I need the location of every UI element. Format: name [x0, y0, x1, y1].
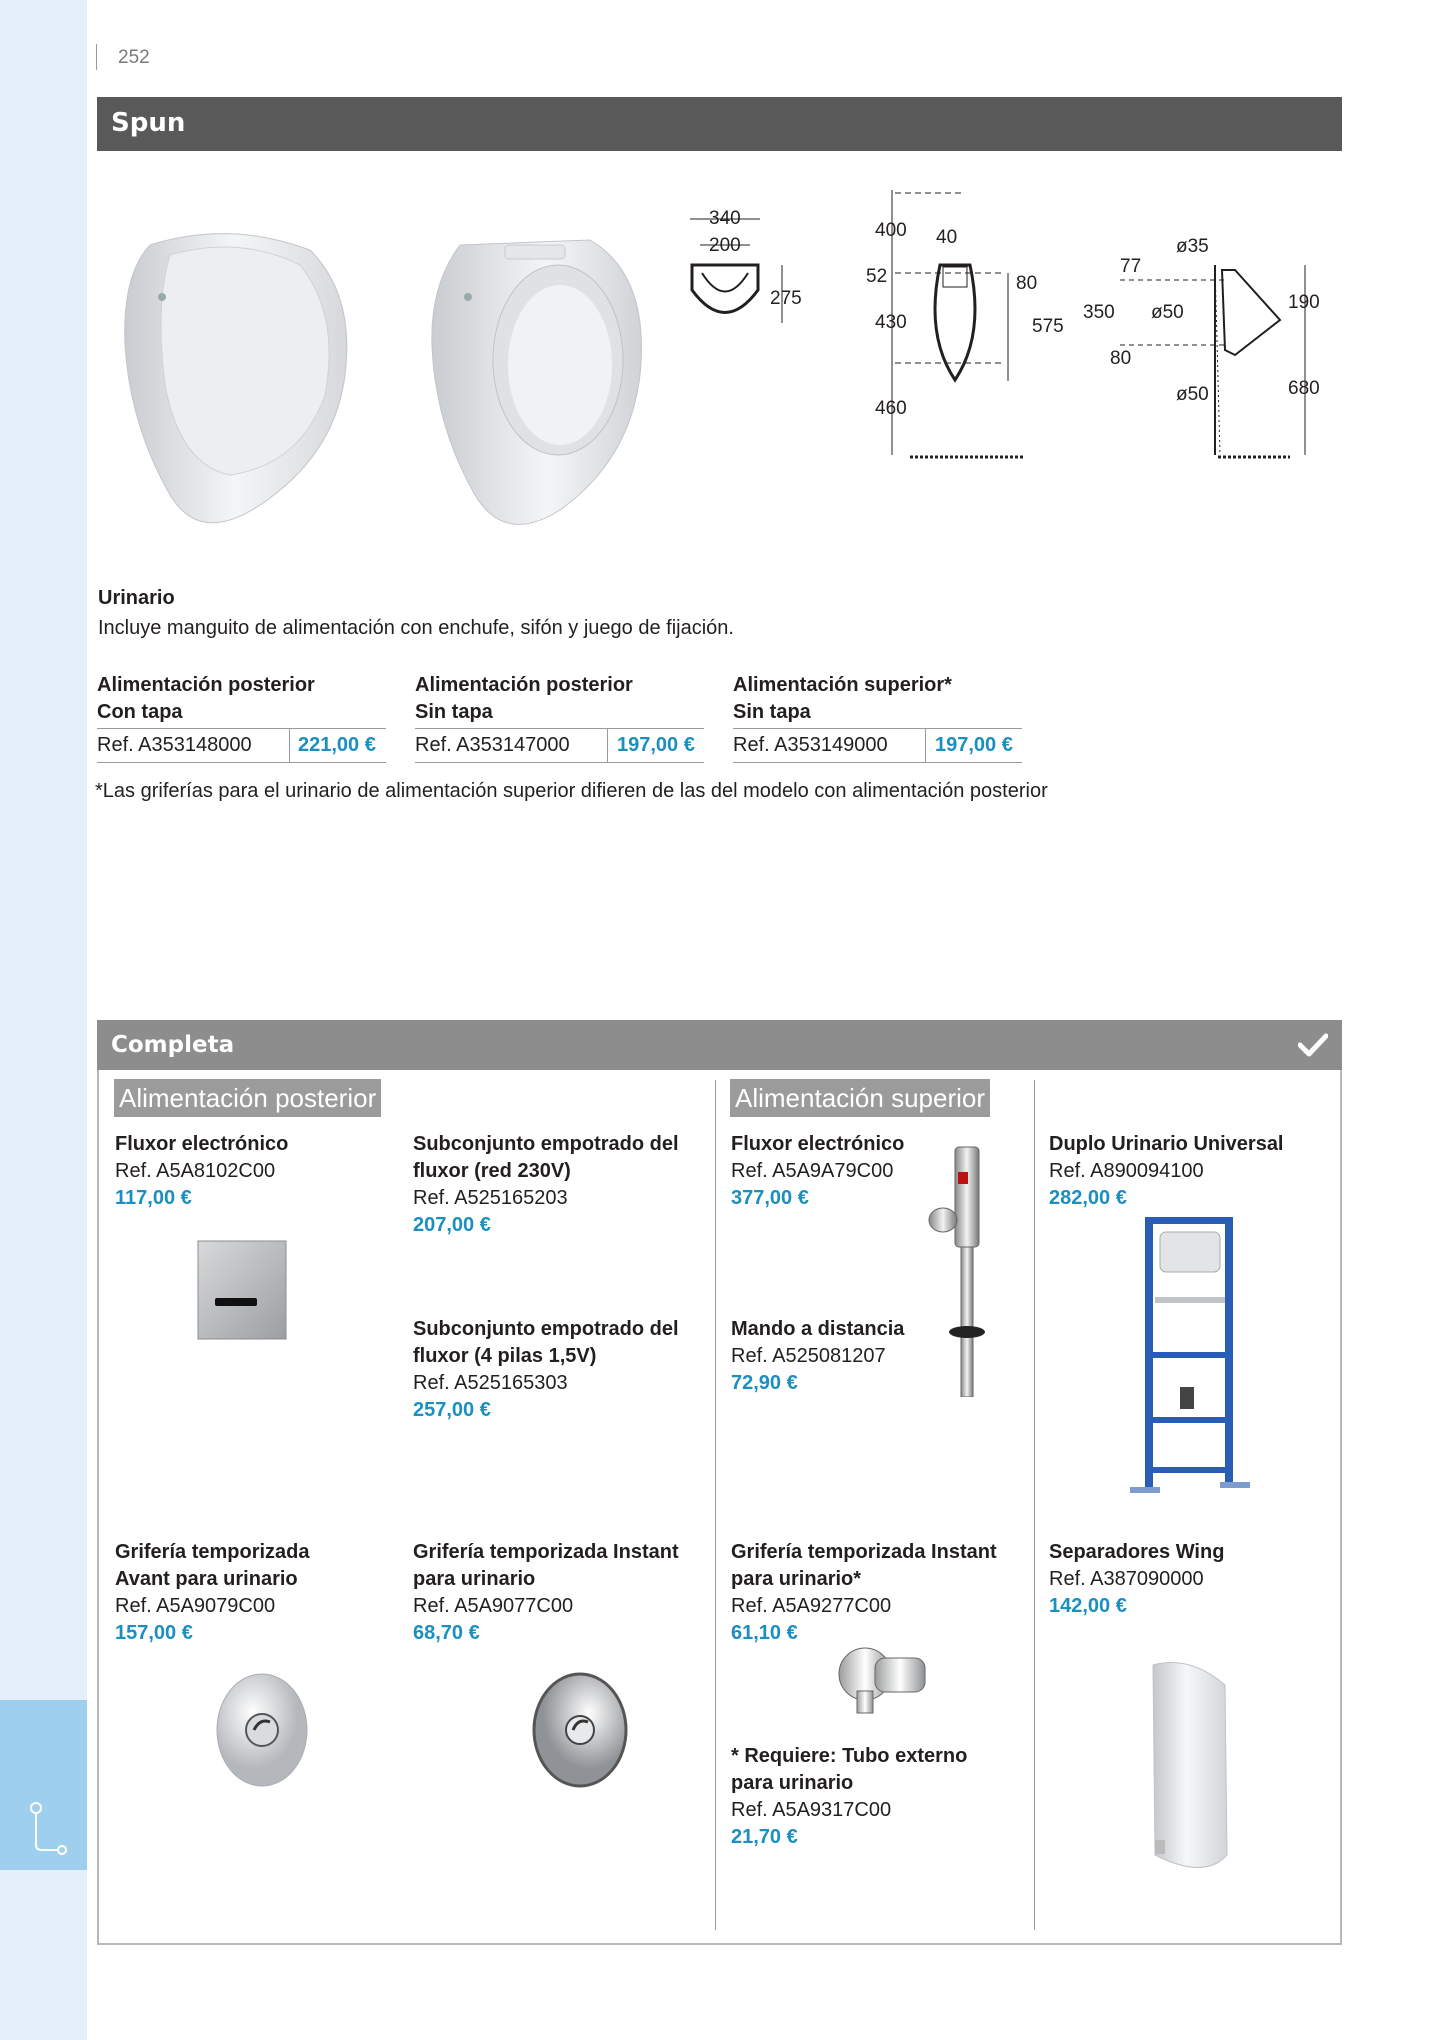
variant-posterior-sin-tapa: Alimentación posterior Sin tapa — [415, 674, 633, 723]
product-name: Urinario — [98, 587, 175, 609]
dim-575: 575 — [1032, 316, 1064, 337]
variant-rule — [415, 762, 704, 763]
footnote: *Las griferías para el urinario de alimentación superior difieren de las del modelo con alimentación posterior — [95, 780, 1048, 802]
completa-header — [97, 1020, 1342, 1070]
wing-separator-image — [1145, 1655, 1235, 1880]
variant-rule — [415, 728, 704, 729]
item-fluxor-electronico-superior: Fluxor electrónico Ref. A5A9A79C00 377,00 € — [731, 1133, 905, 1209]
column-divider — [715, 1080, 716, 1930]
chapter-tab — [0, 1700, 87, 1870]
dim-height: 275 — [770, 288, 802, 309]
variant-posterior-con-tapa: Alimentación posterior Con tapa — [97, 674, 315, 723]
dim-top-offset: 400 — [875, 220, 907, 241]
dim-d50-bottom: ø50 — [1176, 384, 1209, 405]
duplo-frame-image — [1125, 1212, 1255, 1497]
item-subconjunto-pilas: Subconjunto empotrado del fluxor (4 pilas 1,5V) Ref. A525165303 257,00 € — [413, 1318, 679, 1421]
dim-190: 190 — [1288, 292, 1320, 313]
variant-rule — [97, 762, 386, 763]
dim-80-section: 80 — [1110, 348, 1132, 369]
ref-price-divider — [607, 729, 608, 762]
item-griferia-avant: Grifería temporizada Avant para urinario Ref. A5A9079C00 157,00 € — [115, 1541, 310, 1644]
section-title: Spun — [111, 108, 186, 138]
variant-price: 197,00 € — [935, 734, 1013, 756]
item-separadores-wing: Separadores Wing Ref. A387090000 142,00 € — [1049, 1541, 1225, 1617]
fluxor-pipe-image — [925, 1142, 1000, 1397]
item-duplo-urinario: Duplo Urinario Universal Ref. A890094100 282,00 € — [1049, 1133, 1284, 1209]
avant-valve-image — [212, 1670, 312, 1790]
variant-rule — [733, 762, 1022, 763]
item-subconjunto-230v: Subconjunto empotrado del fluxor (red 230V) Ref. A525165203 207,00 € — [413, 1133, 679, 1236]
dim-d50-top: ø50 — [1151, 302, 1184, 323]
dim-430: 430 — [875, 312, 907, 333]
variant-ref: Ref. A353149000 — [733, 734, 888, 756]
dim-inlet: 40 — [936, 227, 958, 248]
column-divider — [1034, 1080, 1035, 1930]
instant-superior-valve-image — [835, 1636, 930, 1716]
chip-alimentacion-posterior: Alimentación posterior — [114, 1079, 381, 1117]
item-fluxor-electronico-posterior: Fluxor electrónico Ref. A5A8102C00 117,00 € — [115, 1133, 289, 1209]
variant-rule — [733, 728, 1022, 729]
product-description: Incluye manguito de alimentación con enchufe, sifón y juego de fijación. — [98, 617, 734, 639]
variant-superior-sin-tapa: Alimentación superior* Sin tapa — [733, 674, 952, 723]
dim-width-inner: 200 — [709, 235, 741, 256]
variant-ref: Ref. A353148000 — [97, 734, 252, 756]
ref-price-divider — [289, 729, 290, 762]
item-mando-distancia: Mando a distancia Ref. A525081207 72,90 € — [731, 1318, 905, 1394]
page-number: 252 — [118, 47, 150, 68]
variant-price: 221,00 € — [298, 734, 376, 756]
urinal-chapter-icon — [0, 1700, 87, 1870]
variant-ref: Ref. A353147000 — [415, 734, 570, 756]
item-griferia-instant: Grifería temporizada Instant para urinario Ref. A5A9077C00 68,70 € — [413, 1541, 679, 1644]
instant-valve-image — [530, 1670, 630, 1790]
dim-77: 77 — [1120, 256, 1142, 277]
page-number-rule — [96, 44, 97, 70]
variant-price: 197,00 € — [617, 734, 695, 756]
fluxor-panel-image — [195, 1238, 290, 1343]
dim-floor: 460 — [875, 398, 907, 419]
dim-680: 680 — [1288, 378, 1320, 399]
item-griferia-instant-superior: Grifería temporizada Instant para urinario* Ref. A5A9277C00 61,10 € — [731, 1541, 997, 1644]
dim-80: 80 — [1016, 273, 1038, 294]
section-title-bar — [97, 97, 1342, 151]
completa-title: Completa — [111, 1032, 235, 1058]
checkmark-icon — [1298, 1033, 1328, 1057]
ref-price-divider — [925, 729, 926, 762]
dim-52: 52 — [866, 266, 888, 287]
urinal-without-lid-image — [410, 225, 660, 535]
urinal-with-lid-image — [110, 225, 360, 535]
dim-d35: ø35 — [1176, 236, 1209, 257]
dim-350: 350 — [1083, 302, 1115, 323]
chip-alimentacion-superior: Alimentación superior — [730, 1079, 990, 1117]
dim-width-outer: 340 — [709, 208, 741, 229]
variant-rule — [97, 728, 386, 729]
section-view-drawing — [1100, 250, 1320, 465]
item-tubo-externo: * Requiere: Tubo externo para urinario Ref. A5A9317C00 21,70 € — [731, 1745, 968, 1848]
